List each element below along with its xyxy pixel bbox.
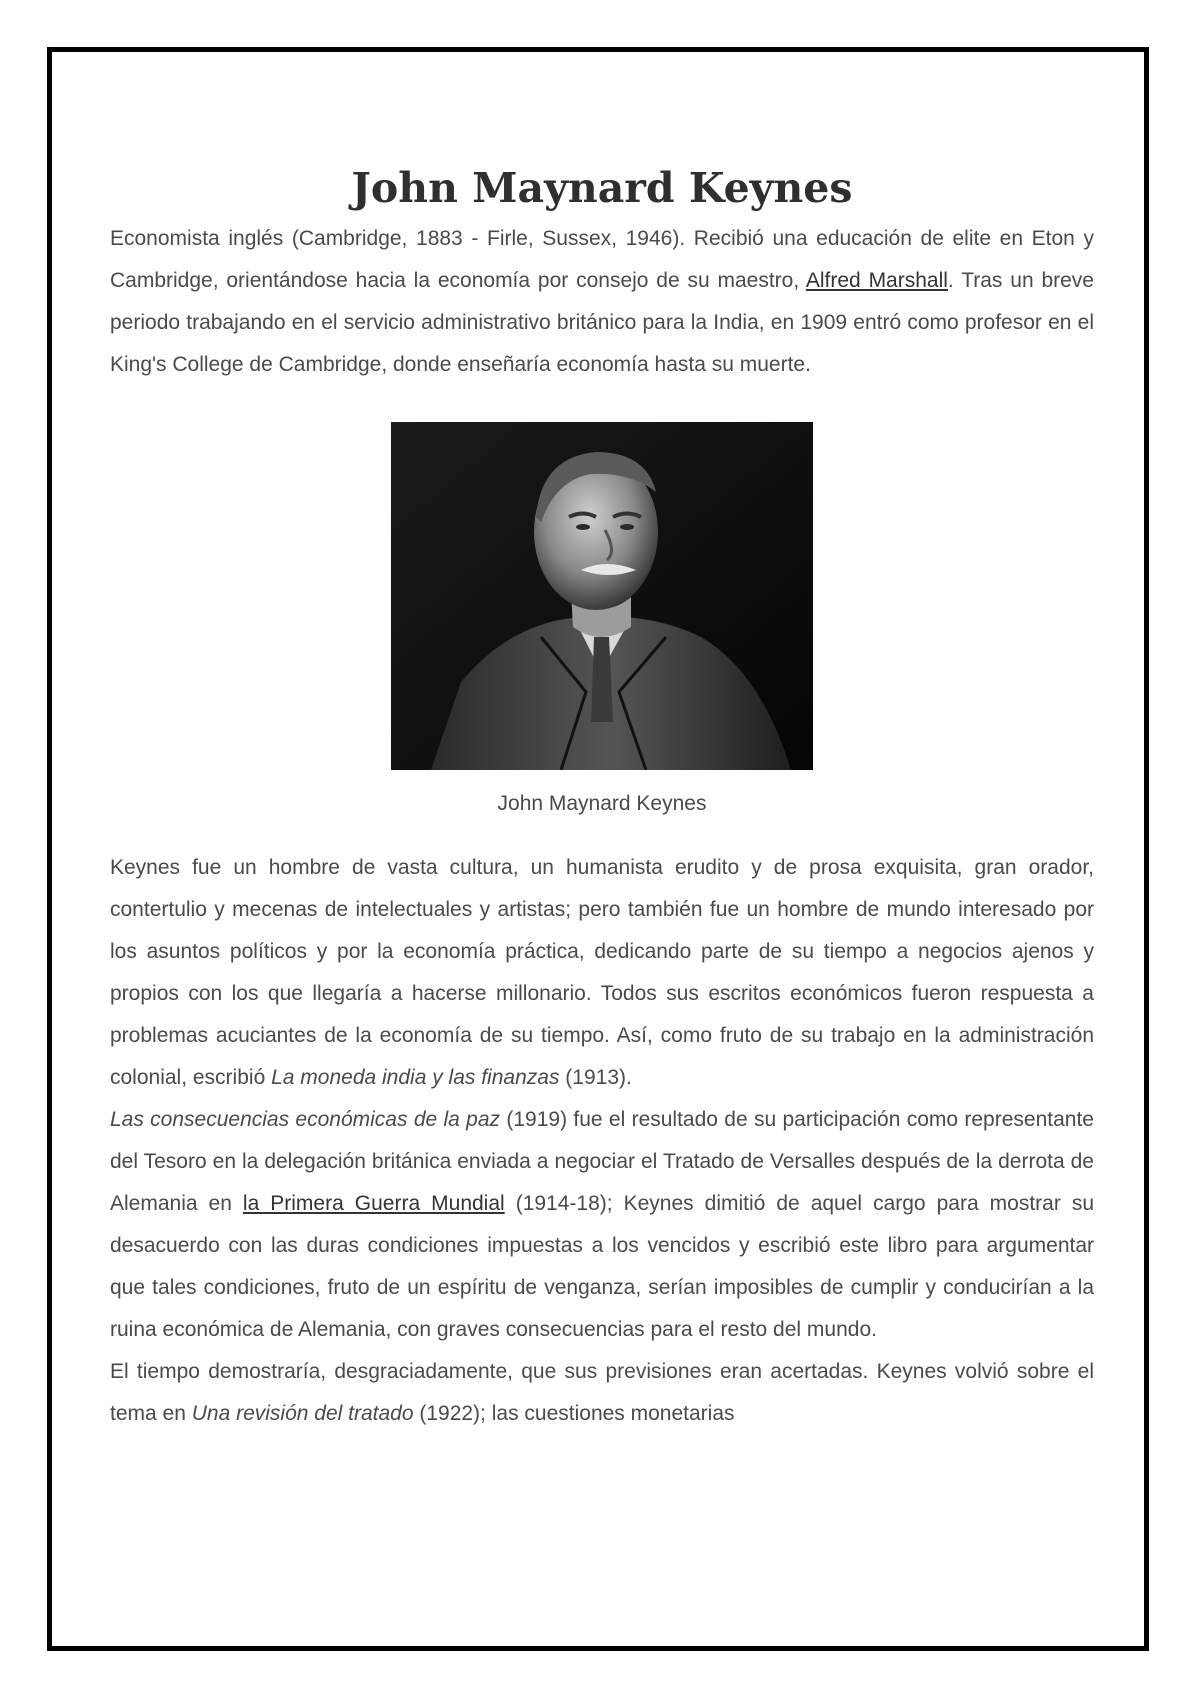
alfred-marshall-link[interactable]: Alfred Marshall [805,269,948,292]
page-title: John Maynard Keynes [351,164,853,212]
portrait-caption: John Maynard Keynes [497,792,707,815]
paragraph-revision [110,1351,1094,1435]
paragraph-consecuencias [110,1099,1094,1351]
para3-text-2: (1914-18); Keynes dimitió de aquel cargo para mostrar su desacuerdo con las duras condiciones impuestas a los vencidos y escribió este libro para argumentar que tales condiciones, fruto de un espíritu de venganza, serían imposibles de cumplir y conducirían a la ruina económica de Alemania, con graves consecuencias para el resto del mundo. [110,1192,1095,1341]
para3-text-1: (1919) fue el resultado de su participación como representante del Tesoro en la delegación británica enviada a negociar el Tratado de Versalles después de la derrota de Alemania en [110,1108,1094,1215]
paragraph-culture [110,847,1094,1099]
document-body [110,160,1094,1435]
portrait-figure [110,422,1094,818]
para2-text-1: Keynes fue un hombre de vasta cultura, un humanista erudito y de prosa exquisita, gran orador, contertulio y mecenas de intelectuales y artistas; pero también fue un hombre de mundo interesado por los asuntos políticos y por la economía práctica, dedicando parte de su tiempo a negocios ajenos y propios con los que llegaría a hacerse millonario. Todos sus escritos económicos fueron respuesta a problemas acuciantes de la economía de su tiempo. Así, como fruto de su trabajo en la administración colonial, escribió [110,856,1094,1089]
primera-guerra-mundial-link[interactable]: la Primera Guerra Mundial [242,1192,505,1215]
book-title-revision: Una revisión del tratado [191,1402,414,1425]
book-title-consecuencias: Las consecuencias económicas de la paz [110,1108,501,1131]
para4-text-2: (1922); las cuestiones monetarias [413,1402,735,1425]
intro-text-2: . Tras un breve periodo trabajando en el servicio administrativo británico para la India, en 1909 entró como profesor en el King's College de Cambridge, donde enseñaría economía hasta su muerte. [110,269,1094,376]
intro-paragraph [110,218,1094,386]
keynes-portrait-photo [391,422,813,770]
book-title-moneda-india: La moneda india y las finanzas [271,1066,560,1089]
para4-text-1: El tiempo demostraría, desgraciadamente, que sus previsiones eran acertadas. Keynes volvió sobre el tema en [110,1360,1094,1425]
intro-text-1: Economista inglés (Cambridge, 1883 - Firle, Sussex, 1946). Recibió una educación de elite en Eton y Cambridge, orientándose hacia la economía por consejo de su maestro, [110,227,1094,292]
para2-text-2: (1913). [559,1066,632,1089]
